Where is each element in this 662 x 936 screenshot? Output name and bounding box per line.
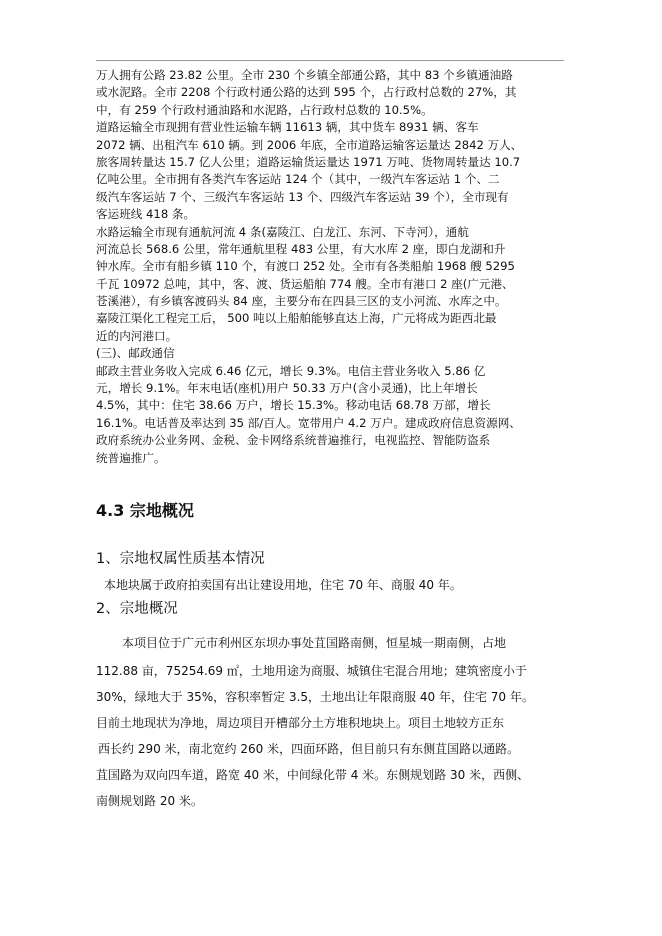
text-line: 客运班线 418 条。 [96, 207, 196, 222]
text-line: 苍溪港），有乡镇客渡码头 84 座，主要分布在四县三区的支小河流、水库之中。 [96, 294, 507, 309]
text-line: 邮政主营业务收入完成 6.46 亿元，增长 9.3%。电信主营业务收入 5.86 亿 [96, 363, 486, 378]
header-rule [96, 60, 564, 61]
text-line: 苴国路为双向四车道，路宽 40 米，中间绿化带 4 米。东侧规划路 30 米，西侧、 [96, 768, 530, 782]
text-line: 南侧规划路 20 米。 [96, 794, 203, 808]
text-line: 西长约 290 米，南北宽约 260 米，四面环路，但目前只有东侧苴国路以通路。 [98, 742, 520, 756]
text-line: 河流总长 568.6 公里，常年通航里程 483 公里，有大水库 2 座，即白龙湖和升 [96, 241, 506, 256]
text-line: 嘉陵江渠化工程完工后， 500 吨以上船舶能够直达上海，广元将成为距西北最 [96, 311, 497, 326]
text-line: 中，有 259 个行政村通油路和水泥路，占行政村总数的 10.5%。 [96, 102, 433, 117]
text-line: 16.1%。电话普及率达到 35 部/百人。宽带用户 4.2 万户。建成政府信息资源网、 [96, 415, 521, 430]
subsection-heading: (三)、邮政通信 [96, 346, 175, 361]
subsection-1-title: 1、宗地权属性质基本情况 [96, 551, 265, 567]
text-line: 水路运输全市现有通航河流 4 条(嘉陵江、白龙江、东河、下寺河），通航 [96, 224, 469, 239]
text-line: 万人拥有公路 23.82 公里。全市 230 个乡镇全部通公路，其中 83 个乡镇通油路 [96, 68, 513, 82]
text-line: 钟水库。全市有船乡镇 110 个，有渡口 252 处。全市有各类船舶 1968 艘 5295 [96, 259, 515, 274]
text-line: 亿吨公里。全市拥有各类汽车客运站 124 个（其中，一级汽车客运站 1 个、二 [96, 172, 500, 187]
section-title: 4.3 宗地概况 [96, 501, 194, 520]
section-3-text [96, 67, 574, 467]
text-line: 元，增长 9.1%。年末电话(座机)用户 50.33 万户(含小灵通)，比上年增长 [96, 381, 478, 396]
text-line: 近的内河港口。 [96, 328, 178, 343]
text-line: 或水泥路。全市 2208 个行政村通公路的达到 595 个，占行政村总数的 27%，其 [96, 85, 517, 100]
subsection-1-text: 本地块属于政府拍卖国有出让建设用地，住宅 70 年、商服 40 年。 [104, 578, 462, 592]
text-line: 政府系统办公业务网、金税、金卡网络系统普遍推行，电视监控、智能防盗系 [96, 433, 491, 448]
text-line: 2072 辆、出租汽车 610 辆。到 2006 年底，全市道路运输客运量达 2842 万人、 [96, 137, 523, 152]
subsection-2-title: 2、宗地概况 [96, 601, 178, 617]
text-line: 4.5%，其中：住宅 38.66 万户，增长 15.3%。移动电话 68.78 万部，增长 [96, 398, 491, 413]
text-line: 112.88 亩，75254.69 ㎡，土地用途为商服、城镇住宅混合用地；建筑密度小于 [96, 664, 527, 678]
text-line: 千瓦 10972 总吨，其中，客、渡、货运船舶 774 艘。全市有港口 2 座(广元港、 [96, 276, 514, 291]
text-line: 道路运输全市现拥有营业性运输车辆 11613 辆，其中货车 8931 辆、客车 [96, 120, 479, 135]
text-line: 旅客周转量达 15.7 亿人公里；道路运输货运量达 1971 万吨、货物周转量达 10.7 [96, 154, 521, 169]
text-line: 统普遍推广。 [96, 450, 166, 465]
text-line: 目前土地现状为净地，周边项目开槽部分土方堆积地块上。项目土地较方正东 [96, 716, 505, 730]
text-line: 级汽车客运站 7 个、三级汽车客运站 13 个、四级汽车客运站 39 个），全市现有 [96, 189, 509, 204]
text-line: 本项目位于广元市利州区东坝办事处苴国路南侧，恒星城一期南侧，占地 [122, 636, 507, 650]
text-line: 30%，绿地大于 35%，容积率暂定 3.5，土地出让年限商服 40 年，住宅 70 年。 [96, 690, 534, 704]
